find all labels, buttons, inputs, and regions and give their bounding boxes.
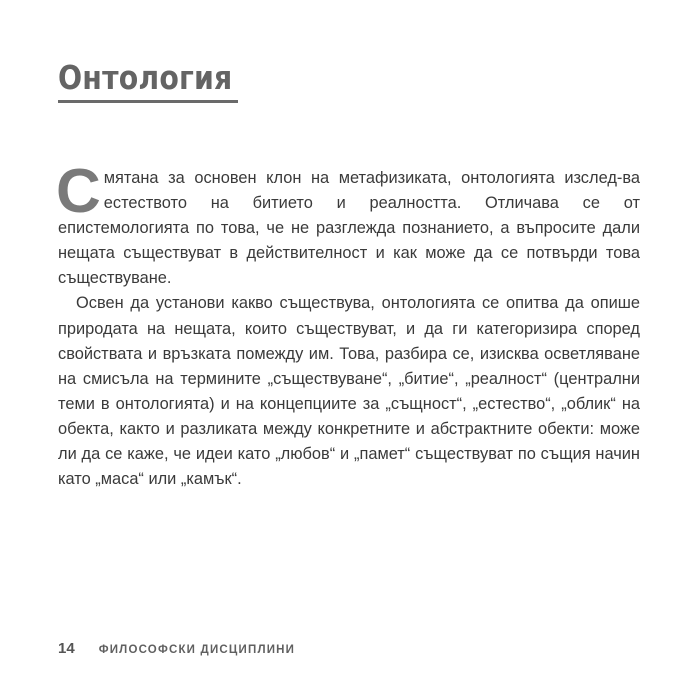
paragraph-2: Освен да установи какво съществува, онтологията се опитва да опише природата на нещата, които съществуват, и да ги категоризира според свойствата и връзката помежду им. Това, разбира се, изисква осветляване на смисъла на термините „съществуване“, „битие“, „реалност“ (централни теми в онтологията) и на концепциите за „същност“, „естество“, „облик“ на обекта, както и разликата между конкретните и абстрактните обекти: може ли да се каже, че идеи като „любов“ и „памет“ съществуват по същия начин като „маса“ или „камък“. [58,294,640,489]
page-number: 14 [58,640,75,657]
running-title: ФИЛОСОФСКИ ДИСЦИПЛИНИ [98,644,296,656]
paragraph-1-text: мятана за основен клон на метафизиката, онтологията изслед-ва естеството на битието и реалността. Отличава се от епистемологията по това, че не разглежда познанието, а въпросите дали нещата съществуват в действителност и как може да се потвърди това съществуване. [58,169,640,288]
title-underline [58,100,238,103]
body-text [56,157,640,492]
paragraph-1 [56,157,640,291]
drop-cap: С [56,157,101,226]
chapter-heading-block [58,58,238,98]
page-footer [58,640,295,657]
page-title: Онтология [58,58,233,97]
